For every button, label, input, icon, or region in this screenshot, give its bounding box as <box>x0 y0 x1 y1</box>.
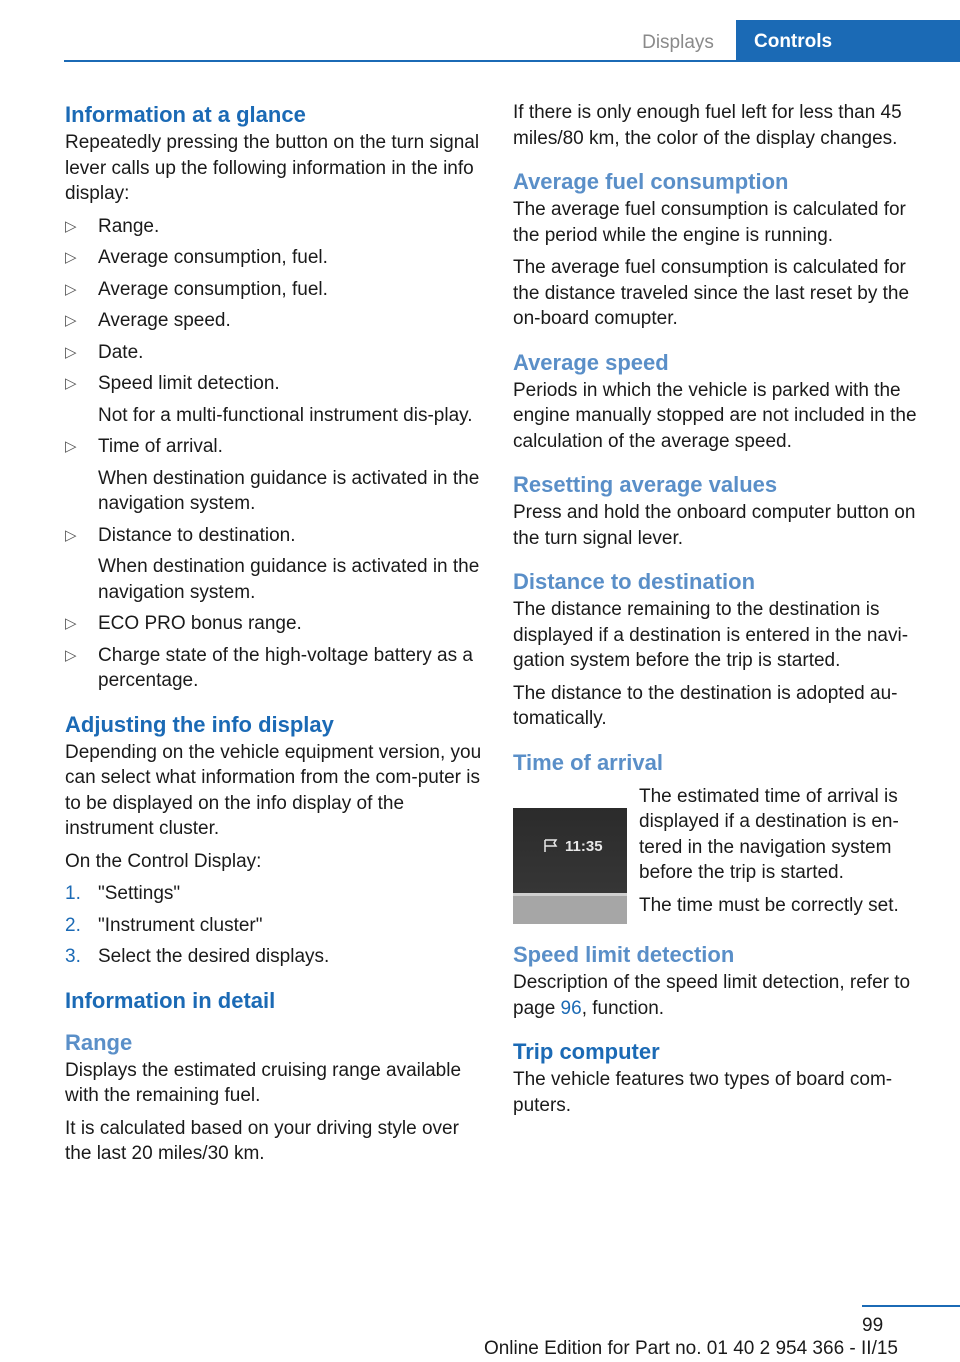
heading-distance-to-destination: Distance to destination <box>513 569 756 594</box>
paragraph-control-display: On the Control Display: <box>65 850 262 872</box>
triangle-bullet-icon: ▷ <box>65 217 77 235</box>
header-rule <box>64 60 960 62</box>
display-bottom-band <box>513 896 627 924</box>
heading-information-at-a-glance: Information at a glance <box>65 102 306 127</box>
paragraph-resetting: Press and hold the onboard computer button on the turn signal lever. <box>513 502 916 549</box>
paragraph-avg-fuel-2: The average fuel consumption is calculated for the distance traveled since the last reset by the on-board comupter. <box>513 257 910 329</box>
paragraph-adjusting: Depending on the vehicle equipment version, you can select what information from the com-puter is to be displayed on the info display of the instrument cluster. <box>65 741 482 839</box>
list-item: ▷ Average consumption, fuel. <box>65 277 483 303</box>
paragraph-range-2: It is calculated based on your driving style over the last 20 miles/30 km. <box>65 1117 459 1164</box>
right-column <box>513 100 931 1125</box>
heading-average-speed: Average speed <box>513 349 669 375</box>
list-item: ▷ Range. <box>65 214 483 240</box>
header-tab-displays[interactable]: Displays <box>642 32 714 53</box>
list-item: 1. "Settings" <box>65 881 483 907</box>
paragraph-trip: The vehicle features two types of board com-puters. <box>513 1069 893 1116</box>
paragraph-info-glance: Repeatedly pressing the button on the turn signal lever calls up the following information in the info display: <box>65 132 480 204</box>
step-number: 1. <box>65 883 81 904</box>
time-of-arrival-block <box>513 780 931 919</box>
online-edition-text: Online Edition for Part no. 01 40 2 954 366 - II/15 <box>483 1338 898 1359</box>
page-link[interactable]: 96 <box>560 997 582 1019</box>
list-item: ▷ Date. <box>65 340 483 366</box>
arrival-text <box>639 780 931 919</box>
step-number: 3. <box>65 946 81 967</box>
paragraph-time-arrival-2: The time must be correctly set. <box>639 894 899 916</box>
paragraph-range-1: Displays the estimated cruising range available with the remaining fuel. <box>65 1059 462 1106</box>
triangle-bullet-icon: ▷ <box>65 280 77 298</box>
heading-range: Range <box>65 1029 133 1055</box>
list-item: ▷ ECO PRO bonus range. <box>65 611 483 637</box>
triangle-bullet-icon: ▷ <box>65 312 77 329</box>
triangle-bullet-icon: ▷ <box>65 615 77 632</box>
footer-rule <box>862 1305 960 1307</box>
flag-icon <box>543 839 559 853</box>
arrival-display-time: 11:35 <box>543 834 603 860</box>
heading-speed-limit-detection: Speed limit detection <box>513 942 735 967</box>
triangle-bullet-icon: ▷ <box>65 249 77 266</box>
heading-average-fuel-consumption: Average fuel consumption <box>513 169 789 194</box>
left-column <box>65 100 483 1174</box>
list-item: ▷ Charge state of the high-voltage battery as a percentage. <box>65 644 473 691</box>
list-item: ▷ Speed limit detection. Not for a multi-functional instrument dis-play. <box>65 371 483 428</box>
glance-list <box>65 214 483 694</box>
list-item: ▷ Average consumption, fuel. <box>65 245 483 271</box>
paragraph-fuel-left: If there is only enough fuel left for less than 45 miles/80 km, the color of the display changes. <box>513 102 902 149</box>
triangle-bullet-icon: ▷ <box>65 438 77 455</box>
heading-information-in-detail: Information in detail <box>65 987 276 1013</box>
triangle-bullet-icon: ▷ <box>65 343 77 361</box>
heading-trip-computer: Trip computer <box>513 1039 660 1064</box>
paragraph-avg-speed: Periods in which the vehicle is parked with the engine manually stopped are not included in the calculation of the average speed. <box>513 379 917 452</box>
triangle-bullet-icon: ▷ <box>65 646 77 664</box>
list-item-note: When destination guidance is activated in the navigation system. <box>98 556 480 603</box>
page-number: 99 <box>862 1315 884 1336</box>
step-number: 2. <box>65 914 81 936</box>
paragraph-time-arrival-1: The estimated time of arrival is displayed if a destination is en-tered in the navigation system before the trip is started. <box>639 785 899 883</box>
heading-resetting-average-values: Resetting average values <box>513 472 778 497</box>
list-item-note: Not for a multi-functional instrument dis-play. <box>98 404 473 426</box>
paragraph-speed-limit: Description of the speed limit detection, refer to page 96, function. <box>513 972 911 1019</box>
paragraph-distance-2: The distance to the destination is adopted au-tomatically. <box>513 682 898 729</box>
paragraph-distance-1: The distance remaining to the destination is displayed if a destination is entered in the navi-gation system before the trip is started. <box>513 599 909 671</box>
triangle-bullet-icon: ▷ <box>65 375 77 392</box>
list-item: 3. Select the desired displays. <box>65 944 483 970</box>
steps-list <box>65 881 483 970</box>
list-item: 2. "Instrument cluster" <box>65 913 483 939</box>
arrival-display-image <box>513 808 627 924</box>
heading-time-of-arrival: Time of arrival <box>513 749 663 775</box>
list-item: ▷ Distance to destination. When destination guidance is activated in the navigation system. <box>65 523 483 606</box>
list-item: ▷ Time of arrival. When destination guidance is activated in the navigation system. <box>65 434 483 517</box>
list-item: ▷ Average speed. <box>65 308 483 334</box>
paragraph-avg-fuel-1: The average fuel consumption is calculated for the period while the engine is running. <box>513 199 906 246</box>
triangle-bullet-icon: ▷ <box>65 526 77 544</box>
list-item-note: When destination guidance is activated in the navigation system. <box>98 467 480 514</box>
heading-adjusting-info-display: Adjusting the info display <box>65 711 334 737</box>
header-tab-controls[interactable]: Controls <box>736 20 960 62</box>
